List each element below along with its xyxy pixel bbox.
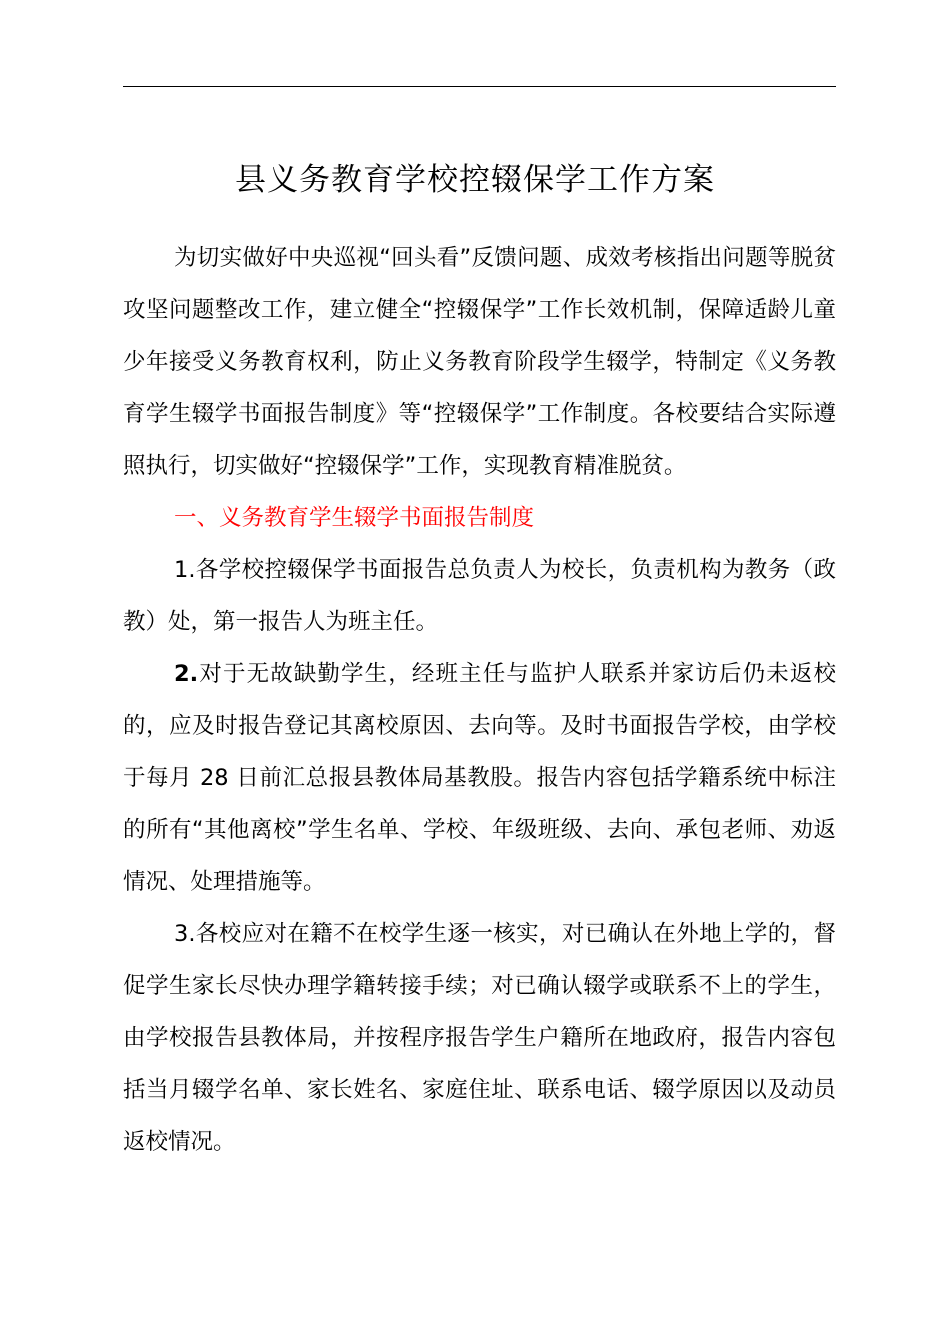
document-title: 县义务教育学校控辍保学工作方案 — [235, 162, 715, 198]
list-item — [123, 544, 836, 648]
section-heading: 一、义务教育学生辍学书面报告制度 — [174, 505, 535, 531]
item-text: 对于无故缺勤学生，经班主任与监护人联系并家访后仍未返校的，应及时报告登记其离校原因、去向等。及时书面报告学校，由学校于每月 28 日前汇总报县教体局基教股。报告内容包括学籍系统中标注的所有“其他离校”学生名单、学校、年级班级、去向、承包老师、劝返情况、处理措施等。 — [123, 661, 836, 895]
document-body — [123, 232, 836, 1168]
list-item — [123, 908, 836, 1168]
intro-paragraph: 为切实做好中央巡视“回头看”反馈问题、成效考核指出问题等脱贫攻坚问题整改工作，建立健全“控辍保学”工作长效机制，保障适龄儿童少年接受义务教育权利，防止义务教育阶段学生辍学，特制定《义务教育学生辍学书面报告制度》等“控辍保学”工作制度。各校要结合实际遵照执行，切实做好“控辍保学”工作，实现教育精准脱贫。 — [123, 245, 836, 479]
item-number: 3. — [174, 921, 196, 947]
item-number: 1. — [174, 557, 196, 583]
header-rule — [123, 86, 836, 87]
list-item — [123, 648, 836, 908]
item-text: 各校应对在籍不在校学生逐一核实，对已确认在外地上学的，督促学生家长尽快办理学籍转接手续；对已确认辍学或联系不上的学生，由学校报告县教体局，并按程序报告学生户籍所在地政府，报告内容包括当月辍学名单、家长姓名、家庭住址、联系电话、辍学原因以及动员返校情况。 — [123, 921, 836, 1155]
item-number: 2. — [174, 661, 199, 687]
item-text: 各学校控辍保学书面报告总负责人为校长，负责机构为教务（政教）处，第一报告人为班主任。 — [123, 557, 836, 635]
